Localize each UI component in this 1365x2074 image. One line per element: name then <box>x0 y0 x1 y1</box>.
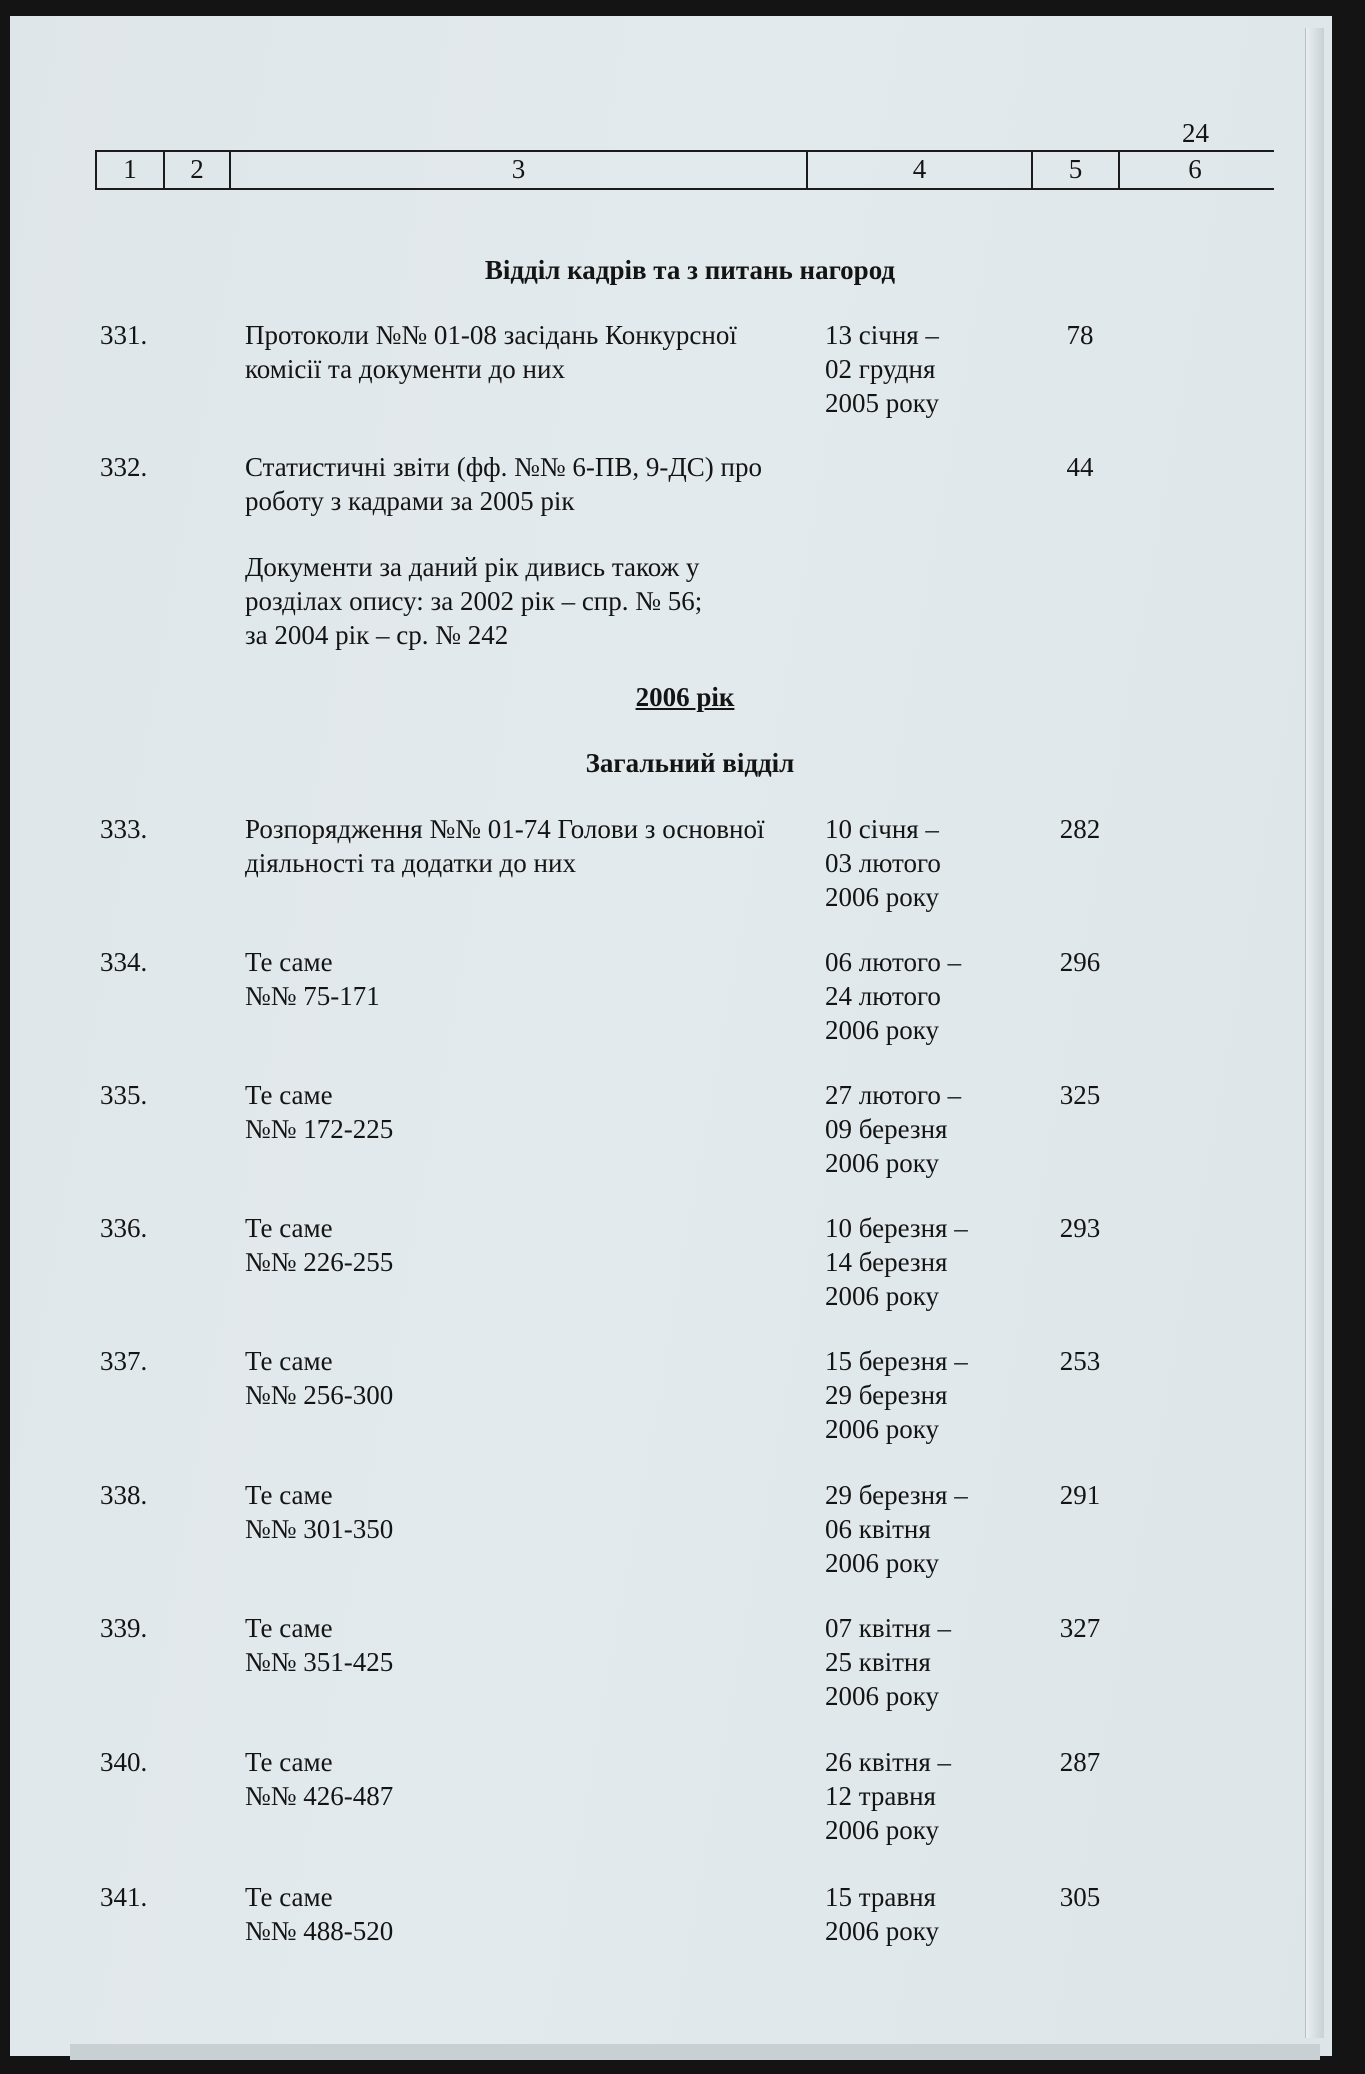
record-title: Протоколи №№ 01-08 засідань Конкурсної комісії та документи до них <box>245 320 737 384</box>
section-heading-general: Загальний відділ <box>585 748 795 778</box>
record-number: 335. <box>100 1080 148 1110</box>
record-dates: 15 березня – 29 березня 2006 року <box>825 1346 968 1444</box>
record-dates: 15 травня 2006 року <box>825 1882 939 1946</box>
section-heading-personnel: Відділ кадрів та з питань нагород <box>484 255 896 285</box>
record-sheet-count: 293 <box>1059 1213 1101 1243</box>
record-title: Те саме №№ 172-225 <box>245 1080 394 1144</box>
record-title: Те саме №№ 426-487 <box>245 1747 394 1811</box>
record-title: Те саме №№ 75-171 <box>245 947 380 1011</box>
record-dates: 13 січня – 02 грудня 2005 року <box>825 320 939 418</box>
record-title: Те саме №№ 226-255 <box>245 1213 394 1277</box>
column-header-5: 5 <box>1033 152 1120 188</box>
record-title: Те саме №№ 351-425 <box>245 1613 394 1677</box>
record-title: Те саме №№ 256-300 <box>245 1346 394 1410</box>
record-sheet-count: 325 <box>1059 1080 1101 1110</box>
record-title: Те саме №№ 488-520 <box>245 1882 394 1946</box>
record-number: 338. <box>100 1480 148 1510</box>
record-sheet-count: 296 <box>1059 947 1101 977</box>
record-sheet-count: 287 <box>1059 1747 1101 1777</box>
record-title: Те саме №№ 301-350 <box>245 1480 394 1544</box>
record-number: 334. <box>100 947 148 977</box>
paper-fold <box>70 2044 1320 2060</box>
record-number: 333. <box>100 814 148 844</box>
section-heading-year: 2006 рік <box>635 682 735 712</box>
record-dates: 26 квітня – 12 травня 2006 року <box>825 1747 952 1845</box>
record-sheet-count: 291 <box>1059 1480 1101 1510</box>
record-number: 332. <box>100 452 148 482</box>
record-note: Документи за даний рік дивись також у розділах опису: за 2002 рік – спр. № 56; за 2004 рік – ср. № 242 <box>245 552 703 650</box>
record-number: 339. <box>100 1613 148 1643</box>
column-header-6: 6 <box>1188 154 1202 184</box>
record-dates: 07 квітня – 25 квітня 2006 року <box>825 1613 952 1711</box>
record-sheet-count: 78 <box>1066 320 1094 350</box>
record-sheet-count: 44 <box>1066 452 1094 482</box>
record-dates: 29 березня – 06 квітня 2006 року <box>825 1480 968 1578</box>
record-number: 337. <box>100 1346 148 1376</box>
column-header-row <box>95 150 1274 190</box>
column-header-3: 3 <box>231 152 808 188</box>
record-dates: 10 березня – 14 березня 2006 року <box>825 1213 968 1311</box>
record-dates: 27 лютого – 09 березня 2006 року <box>825 1080 962 1178</box>
record-sheet-count: 305 <box>1059 1882 1101 1912</box>
record-title: Статистичні звіти (фф. №№ 6-ПВ, 9-ДС) про роботу з кадрами за 2005 рік <box>245 452 762 516</box>
column-header-4: 4 <box>808 152 1033 188</box>
record-number: 331. <box>100 320 148 350</box>
paper-edge <box>1305 28 1324 2038</box>
record-sheet-count: 327 <box>1059 1613 1101 1643</box>
record-number: 336. <box>100 1213 148 1243</box>
record-title: Розпорядження №№ 01-74 Голови з основної діяльності та додатки до них <box>245 814 765 878</box>
page-number: 24 <box>1182 118 1209 148</box>
record-sheet-count: 253 <box>1059 1346 1101 1376</box>
column-header-2: 2 <box>165 152 231 188</box>
record-dates: 10 січня – 03 лютого 2006 року <box>825 814 941 912</box>
record-sheet-count: 282 <box>1059 814 1101 844</box>
record-number: 341. <box>100 1882 148 1912</box>
record-number: 340. <box>100 1747 148 1777</box>
column-header-1: 1 <box>97 152 165 188</box>
record-dates: 06 лютого – 24 лютого 2006 року <box>825 947 962 1045</box>
